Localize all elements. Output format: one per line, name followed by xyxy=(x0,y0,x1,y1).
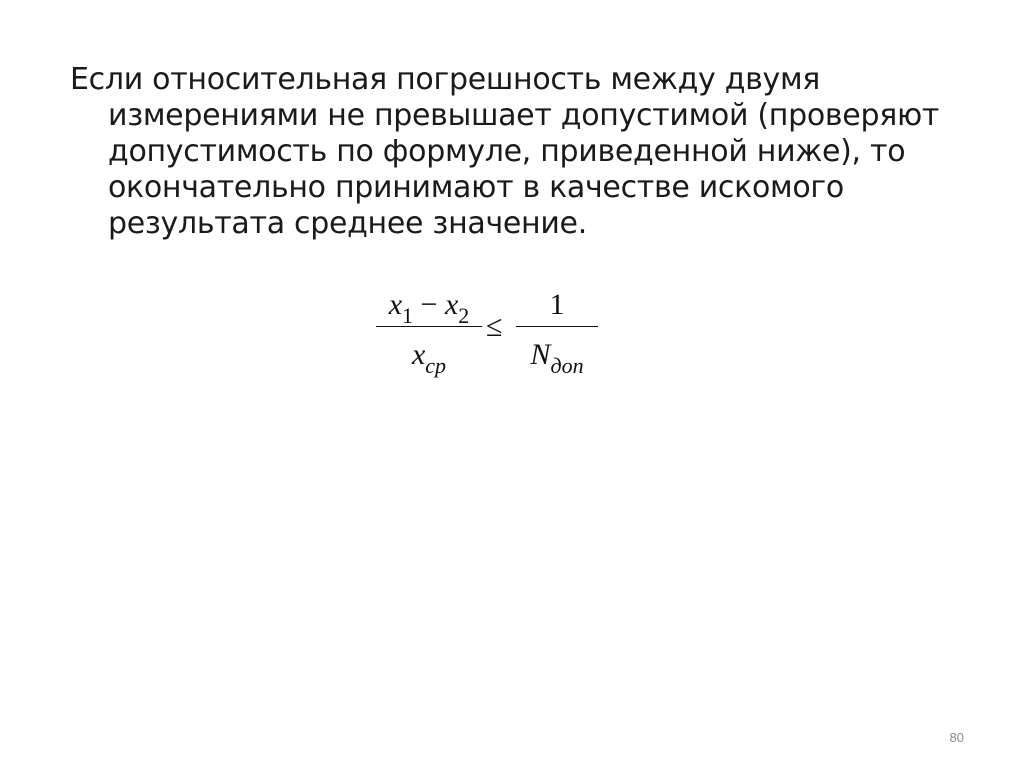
formula-lhs-fraction xyxy=(376,284,482,384)
formula-lhs-numerator xyxy=(376,288,482,328)
formula-var-xcp: x xyxy=(411,338,426,371)
page-number: 80 xyxy=(949,730,964,745)
body-paragraph: Если относительная погрешность между двумя измерениями не превышает допустимой (проверяют допустимость по формуле, приведенной ниже), то окончательно принимают в качестве искомого результата среднее значение. xyxy=(70,62,940,241)
formula-sub-cp: ср xyxy=(425,353,447,378)
formula-var-n: N xyxy=(530,338,551,371)
formula-lhs-denominator xyxy=(376,338,482,378)
formula-var-x1: x xyxy=(388,288,403,321)
formula-sub-1: 1 xyxy=(402,303,414,328)
formula-sub-dop: доп xyxy=(550,353,584,378)
formula-rhs-denominator xyxy=(516,338,598,378)
formula-lhs-fraction-bar xyxy=(376,326,482,327)
formula-rhs-numerator: 1 xyxy=(549,288,565,321)
formula-minus: − xyxy=(413,288,445,321)
formula-var-x2: x xyxy=(444,288,459,321)
formula-sub-2: 2 xyxy=(458,303,470,328)
formula-rhs-fraction-bar xyxy=(516,326,598,327)
formula-leq-operator: ≤ xyxy=(486,310,503,343)
formula xyxy=(376,284,606,384)
formula-rhs-fraction xyxy=(516,284,598,384)
